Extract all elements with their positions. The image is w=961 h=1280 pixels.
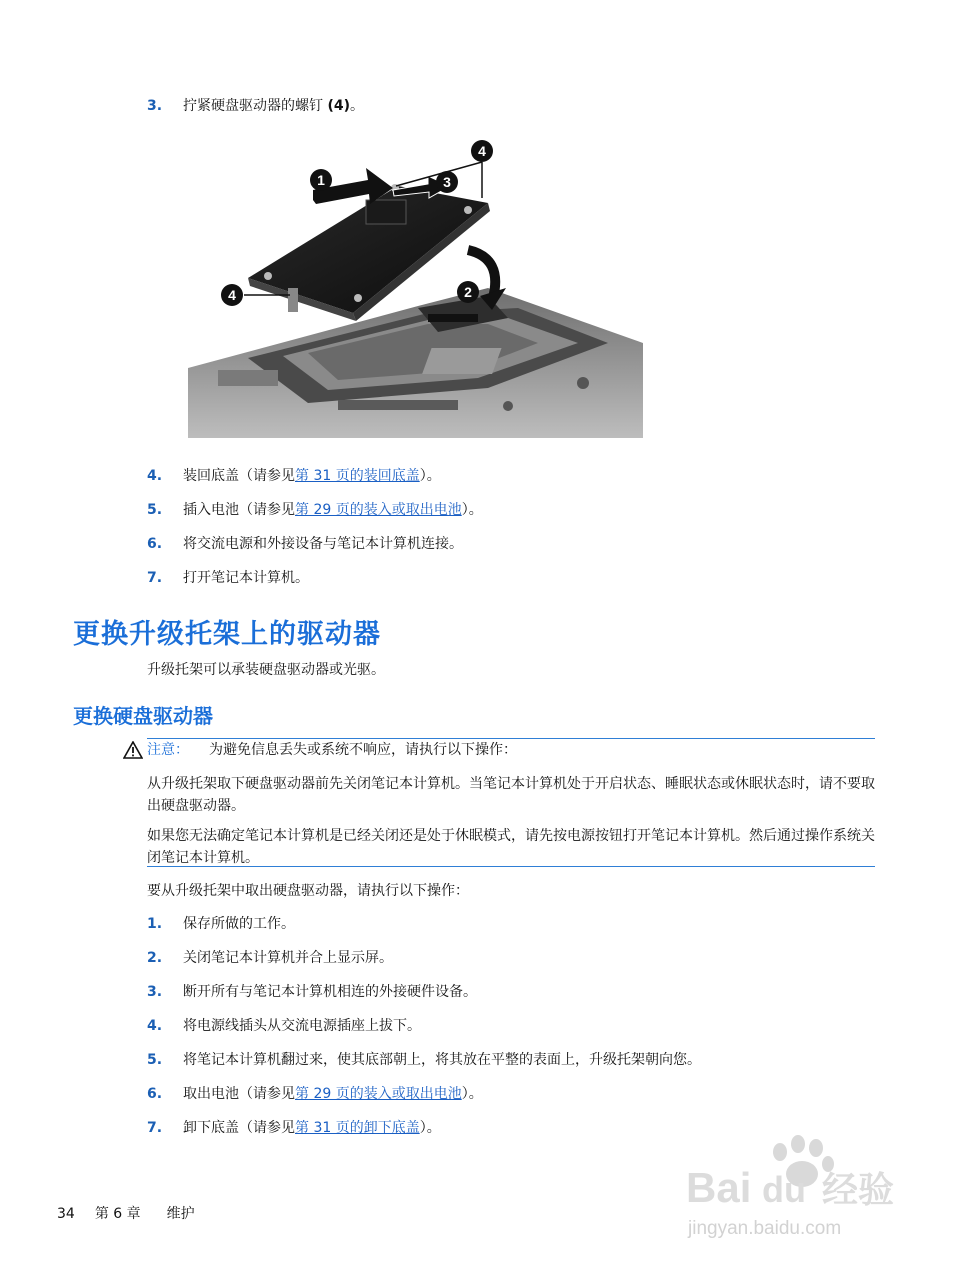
step-6-mid	[147, 534, 463, 554]
page-footer	[57, 1203, 195, 1223]
replace-bottom-cover-link[interactable]: 第 31 页的装回底盖	[295, 468, 420, 484]
caution-top-rule	[147, 738, 875, 739]
step-6-bottom	[147, 1084, 483, 1104]
callout-4-left-label: 4	[228, 287, 236, 303]
step-number: 4.	[147, 1018, 163, 1034]
step-7-mid	[147, 568, 309, 588]
step-number: 5.	[147, 502, 163, 518]
step-1-bottom	[147, 914, 295, 934]
step-4-bottom	[147, 1016, 421, 1036]
step-3-top	[147, 96, 364, 116]
step-number: 7.	[147, 570, 163, 586]
step-number: 7.	[147, 1120, 163, 1136]
page-number: 34	[57, 1206, 75, 1222]
insert-battery-link[interactable]: 第 29 页的装入或取出电池	[295, 502, 462, 518]
step-tail: ）。	[461, 1086, 483, 1102]
section-title: 更换升级托架上的驱动器	[73, 619, 381, 650]
step-tail: ）。	[419, 1120, 441, 1136]
step-number: 1.	[147, 916, 163, 932]
remove-battery-link[interactable]: 第 29 页的装入或取出电池	[295, 1086, 462, 1102]
baidu-jingyan-watermark	[682, 1130, 912, 1250]
step-number: 3.	[147, 98, 163, 114]
step-4-mid	[147, 466, 441, 486]
step-tail: ）。	[461, 502, 483, 518]
remove-bottom-cover-link[interactable]: 第 31 页的卸下底盖	[295, 1120, 420, 1136]
step-number: 4.	[147, 468, 163, 484]
section-intro: 升级托架可以承装硬盘驱动器或光驱。	[147, 662, 385, 678]
step-text: 插入电池（请参见	[183, 502, 295, 518]
caution-paragraph-1: 从升级托架取下硬盘驱动器前先关闭笔记本计算机。当笔记本计算机处于开启状态、睡眠状态或休眠状态时，请不要取出硬盘驱动器。	[147, 776, 875, 814]
hard-drive-install-figure	[188, 138, 643, 443]
watermark-brand-du: du	[762, 1169, 806, 1210]
step-3-bottom	[147, 982, 477, 1002]
caution-text: 为避免信息丢失或系统不响应，请执行以下操作：	[209, 742, 517, 758]
step-text: 将笔记本计算机翻过来，使其底部朝上，将其放在平整的表面上，升级托架朝向您。	[183, 1052, 701, 1068]
watermark-cn: 经验	[822, 1170, 895, 1211]
step-7-bottom	[147, 1118, 441, 1138]
step-number: 2.	[147, 950, 163, 966]
callout-3-label: 3	[443, 174, 451, 190]
callout-4-left	[221, 284, 243, 306]
step-text: 关闭笔记本计算机并合上显示屏。	[183, 950, 393, 966]
step-text: 装回底盖（请参见	[183, 468, 295, 484]
step-callout-ref: (4)	[327, 98, 350, 114]
step-number: 5.	[147, 1052, 163, 1068]
watermark-url: jingyan.baidu.com	[688, 1218, 842, 1239]
callout-1	[310, 169, 332, 191]
subsection-title: 更换硬盘驱动器	[73, 704, 213, 728]
step-text: 将交流电源和外接设备与笔记本计算机连接。	[183, 536, 463, 552]
caution-paragraph-2: 如果您无法确定笔记本计算机是已经关闭还是处于休眠模式，请先按电源按钮打开笔记本计算机。然后通过操作系统关闭笔记本计算机。	[147, 828, 875, 866]
callout-3	[436, 171, 458, 193]
callout-4-top-label: 4	[478, 143, 486, 159]
caution-line	[147, 740, 517, 760]
step-text: 将电源线插头从交流电源插座上拔下。	[183, 1018, 421, 1034]
step-text: 断开所有与笔记本计算机相连的外接硬件设备。	[183, 984, 477, 1000]
step-5-bottom	[147, 1050, 701, 1070]
step-tail: 。	[350, 98, 364, 114]
watermark-brand: Bai	[686, 1164, 752, 1211]
chapter-label: 第 6 章	[94, 1206, 141, 1222]
callout-1-label: 1	[317, 172, 325, 188]
chapter-title: 维护	[166, 1206, 195, 1222]
laptop-base	[188, 288, 643, 438]
procedure-intro: 要从升级托架中取出硬盘驱动器，请执行以下操作：	[147, 883, 469, 899]
step-text: 卸下底盖（请参见	[183, 1120, 295, 1136]
callout-2-label: 2	[464, 284, 472, 300]
step-text: 拧紧硬盘驱动器的螺钉	[183, 98, 328, 114]
step-text: 打开笔记本计算机。	[183, 570, 309, 586]
callout-2	[457, 281, 479, 303]
callout-4-top	[471, 140, 493, 162]
step-text: 保存所做的工作。	[183, 916, 295, 932]
warning-icon	[123, 741, 143, 759]
step-text: 取出电池（请参见	[183, 1086, 295, 1102]
caution-label: 注意：	[147, 742, 189, 758]
step-tail: ）。	[419, 468, 441, 484]
caution-bottom-rule	[147, 866, 875, 867]
step-number: 6.	[147, 1086, 163, 1102]
step-number: 3.	[147, 984, 163, 1000]
step-number: 6.	[147, 536, 163, 552]
step-2-bottom	[147, 948, 393, 968]
step-5-mid	[147, 500, 483, 520]
